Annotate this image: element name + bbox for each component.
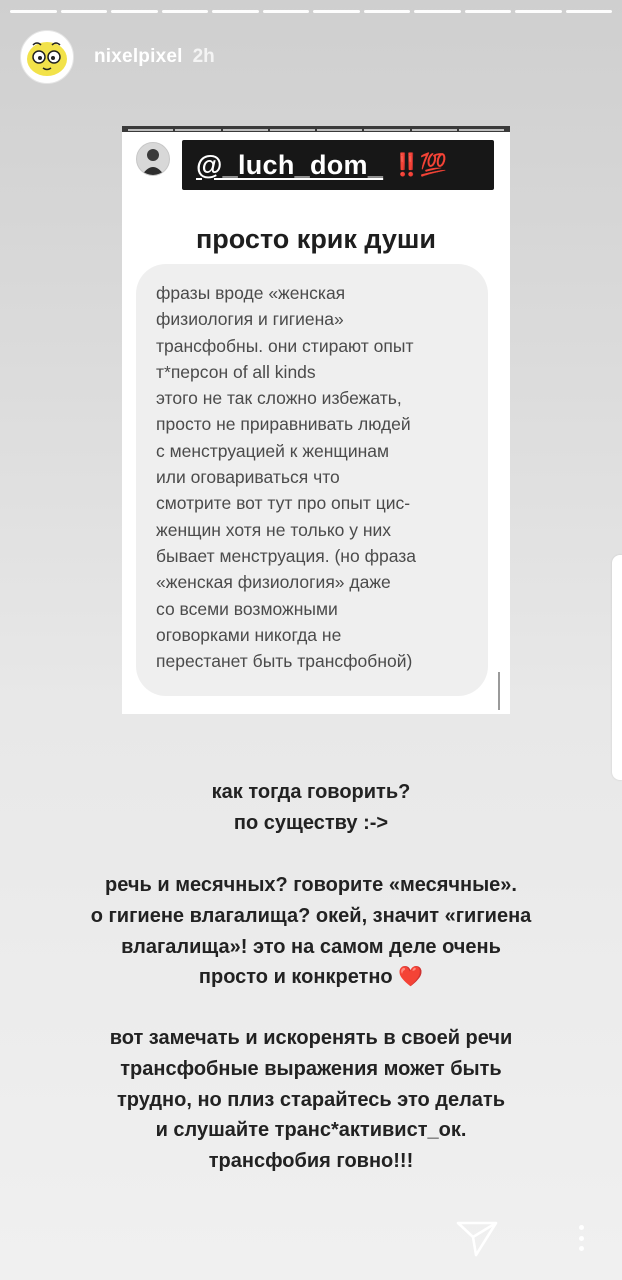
more-options-button[interactable] bbox=[570, 1219, 592, 1257]
screenshot-top-bar bbox=[122, 126, 510, 132]
progress-segment bbox=[414, 10, 461, 13]
send-button[interactable] bbox=[454, 1215, 500, 1261]
embedded-story-screenshot bbox=[122, 126, 510, 714]
mention-tag bbox=[182, 140, 494, 190]
progress-segment bbox=[566, 10, 613, 13]
screenshot-title: просто крик души bbox=[195, 224, 437, 254]
screenshot-avatar bbox=[136, 142, 170, 176]
progress-segment bbox=[61, 10, 108, 13]
cartoon-face-icon bbox=[25, 35, 69, 79]
dot bbox=[579, 1236, 584, 1241]
progress-segment bbox=[212, 10, 259, 13]
double-exclamation-hundred-icon: ‼️💯 bbox=[393, 152, 446, 177]
progress-segment bbox=[111, 10, 158, 13]
progress-segment bbox=[162, 10, 209, 13]
post-time: 2h bbox=[192, 46, 215, 67]
progress-segment bbox=[465, 10, 512, 13]
progress-segment bbox=[263, 10, 310, 13]
progress-segment bbox=[10, 10, 57, 13]
caption-question: как тогда говорить? по существу :-> bbox=[211, 781, 411, 834]
paper-plane-icon bbox=[454, 1215, 500, 1261]
screenshot-progress-bar bbox=[128, 129, 504, 131]
story-header bbox=[20, 30, 215, 84]
quote-text: фразы вроде «женская физиология и гигиена» трансфобны. они стирают опыт т*персон of all kinds этого не так сложно избежать, просто не приравнивать людей с менструацией к женщинам или оговариваться что смотрите вот тут про опыт цис- женщин хотя не только у них бывает менструация. (но фраза «женская физиология» даже со всеми возможными оговорками никогда не перестанет быть трансфобной) bbox=[156, 283, 416, 672]
screenshot-scrollbar bbox=[498, 672, 500, 710]
progress-segment bbox=[515, 10, 562, 13]
mention-text: @_luch_dom_ bbox=[196, 149, 384, 180]
user-avatar[interactable] bbox=[20, 30, 74, 84]
story-progress-bar bbox=[10, 10, 612, 13]
dot bbox=[579, 1225, 584, 1230]
dot bbox=[579, 1246, 584, 1251]
quote-bubble bbox=[136, 264, 488, 696]
caption-advice: речь и месячных? говорите «месячные». о гигиене влагалища? окей, значит «гигиена влагалища»! это на самом деле очень просто и конкретно ❤️ bbox=[90, 874, 532, 989]
person-photo-icon bbox=[137, 143, 169, 175]
caption-conclusion: вот замечать и искоренять в своей речи трансфобные выражения может быть трудно, но плиз старайтесь это делать и слушайте транс*активист_ок. трансфобия говно!!! bbox=[109, 1027, 513, 1173]
side-panel-handle[interactable] bbox=[612, 555, 622, 780]
progress-segment bbox=[364, 10, 411, 13]
username[interactable]: nixelpixel bbox=[94, 46, 183, 67]
progress-segment bbox=[313, 10, 360, 13]
